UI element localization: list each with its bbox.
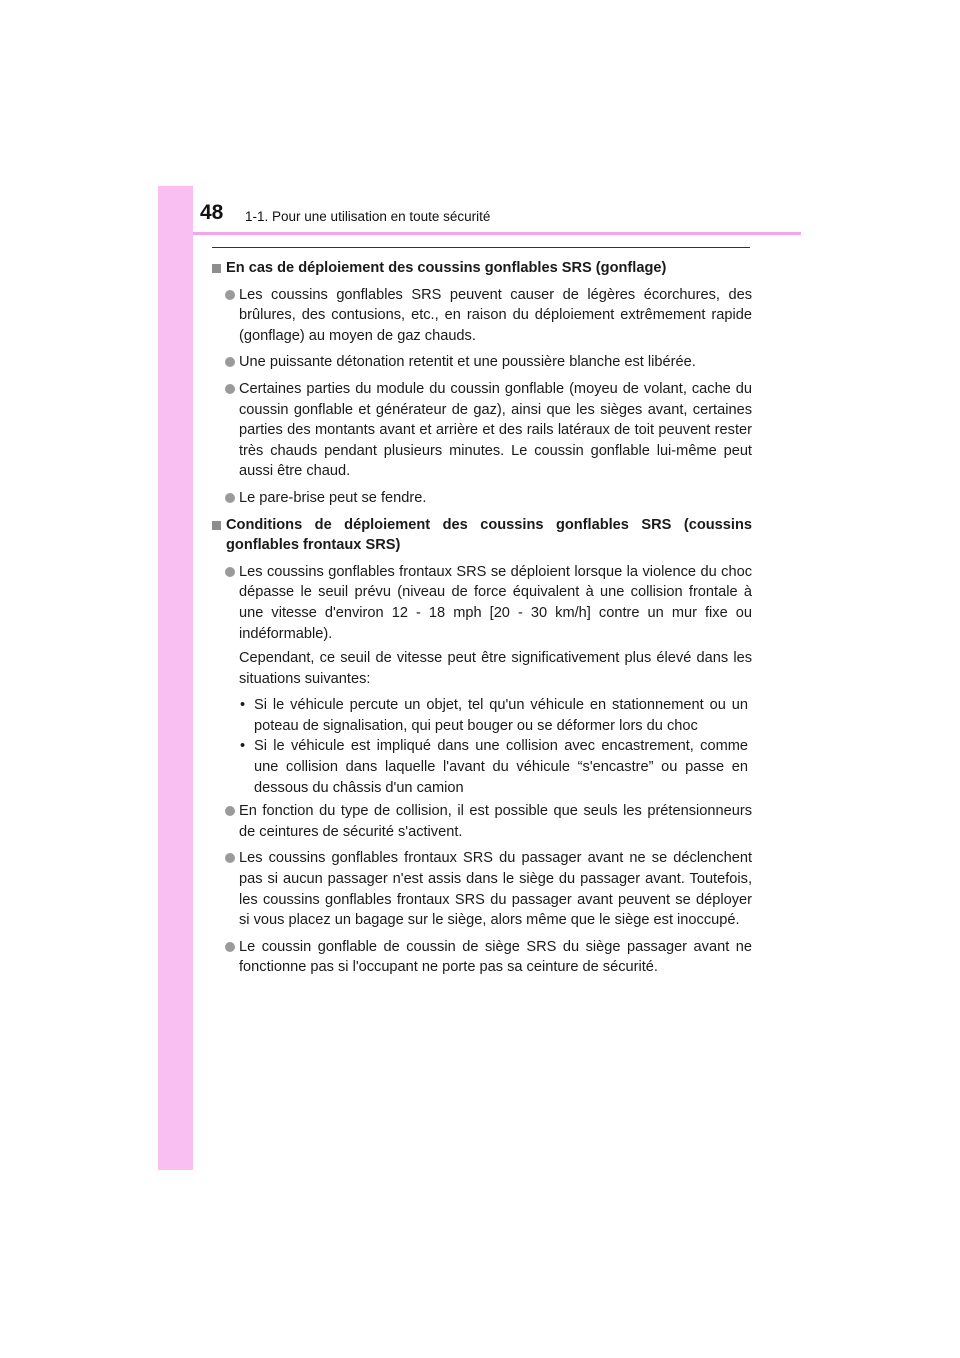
list-item-text: Les coussins gonflables SRS peuvent causer de légères écorchures, des brûlures, des contusions, etc., en raison du déploiement extrêmement rapide (gonflage) au moyen de gaz chauds.	[239, 286, 752, 344]
list-item	[212, 488, 752, 509]
list-item	[212, 352, 752, 373]
section-heading-deployment	[212, 258, 752, 279]
paragraph: Cependant, ce seuil de vitesse peut être significativement plus élevé dans les situations suivantes:	[239, 650, 752, 687]
sub-list-item	[212, 736, 752, 798]
dot-bullet-icon: •	[240, 738, 246, 755]
list-item	[212, 937, 752, 978]
list-item	[212, 379, 752, 482]
circle-bullet-icon	[225, 806, 235, 816]
circle-bullet-icon	[225, 290, 235, 300]
sub-list	[212, 695, 752, 798]
list-item	[212, 848, 752, 930]
side-tab-strip	[158, 186, 193, 1170]
list-item-text: En fonction du type de collision, il est possible que seuls les prétensionneurs de ceintures de sécurité s'activent.	[239, 803, 752, 840]
list-item-text: Une puissante détonation retentit et une poussière blanche est libérée.	[239, 354, 696, 371]
page-content	[212, 258, 752, 984]
circle-bullet-icon	[225, 357, 235, 367]
list-item-text: Les coussins gonflables frontaux SRS se déploient lorsque la violence du choc dépasse le seuil prévu (niveau de force équivalent à une collision frontale à une vitesse d'environ 12 - 18 mph [20 - 30 km/h] contre un mur fixe ou indéformable).	[239, 563, 752, 642]
list-item-text: Les coussins gonflables frontaux SRS du passager avant ne se déclenchent pas si aucun passager n'est assis dans le siège du passager avant. Toutefois, les coussins gonflables frontaux SRS du passager avant peuvent se déployer si vous placez un bagage sur le siège, alors même que le siège est inoccupé.	[239, 850, 752, 929]
circle-bullet-icon	[225, 384, 235, 394]
content-divider	[212, 247, 750, 248]
square-bullet-icon	[212, 264, 221, 273]
list-item-text: Le coussin gonflable de coussin de siège SRS du siège passager avant ne fonctionne pas si l'occupant ne porte pas sa ceinture de sécurité.	[239, 938, 752, 976]
sub-list-item-text: Si le véhicule est impliqué dans une collision avec encastrement, comme une collision dans laquelle l'avant du véhicule “s'encastre” ou passe en dessous du châssis d'un camion	[254, 738, 748, 796]
circle-bullet-icon	[225, 493, 235, 503]
circle-bullet-icon	[225, 567, 235, 577]
circle-bullet-icon	[225, 853, 235, 863]
list-item-text: Le pare-brise peut se fendre.	[239, 489, 427, 506]
list-item-text: Certaines parties du module du coussin gonflable (moyeu de volant, cache du coussin gonflable et générateur de gaz), ainsi que les sièges avant, certaines parties des montants avant et arrière et des rails latéraux de toit peuvent rester très chauds pendant plusieurs minutes. Le coussin gonflable lui-même peut aussi être chaud.	[239, 380, 752, 480]
square-bullet-icon	[212, 521, 221, 530]
dot-bullet-icon: •	[240, 697, 246, 714]
running-header-title: 1-1. Pour une utilisation en toute sécurité	[245, 209, 491, 224]
sub-list-item	[212, 695, 752, 736]
page-number: 48	[200, 201, 224, 224]
list-item	[212, 285, 752, 347]
header-rule	[193, 232, 801, 235]
section-heading-text: Conditions de déploiement des coussins gonflables SRS (coussins gonflables frontaux SRS)	[226, 516, 752, 554]
circle-bullet-icon	[225, 942, 235, 952]
list-item	[212, 801, 752, 842]
sub-list-item-text: Si le véhicule percute un objet, tel qu'un véhicule en stationnement ou un poteau de signalisation, qui peut bouger ou se déformer lors du choc	[254, 697, 748, 734]
list-item	[212, 562, 752, 644]
section-heading-text: En cas de déploiement des coussins gonflables SRS (gonflage)	[226, 260, 667, 276]
section-heading-conditions	[212, 515, 752, 556]
